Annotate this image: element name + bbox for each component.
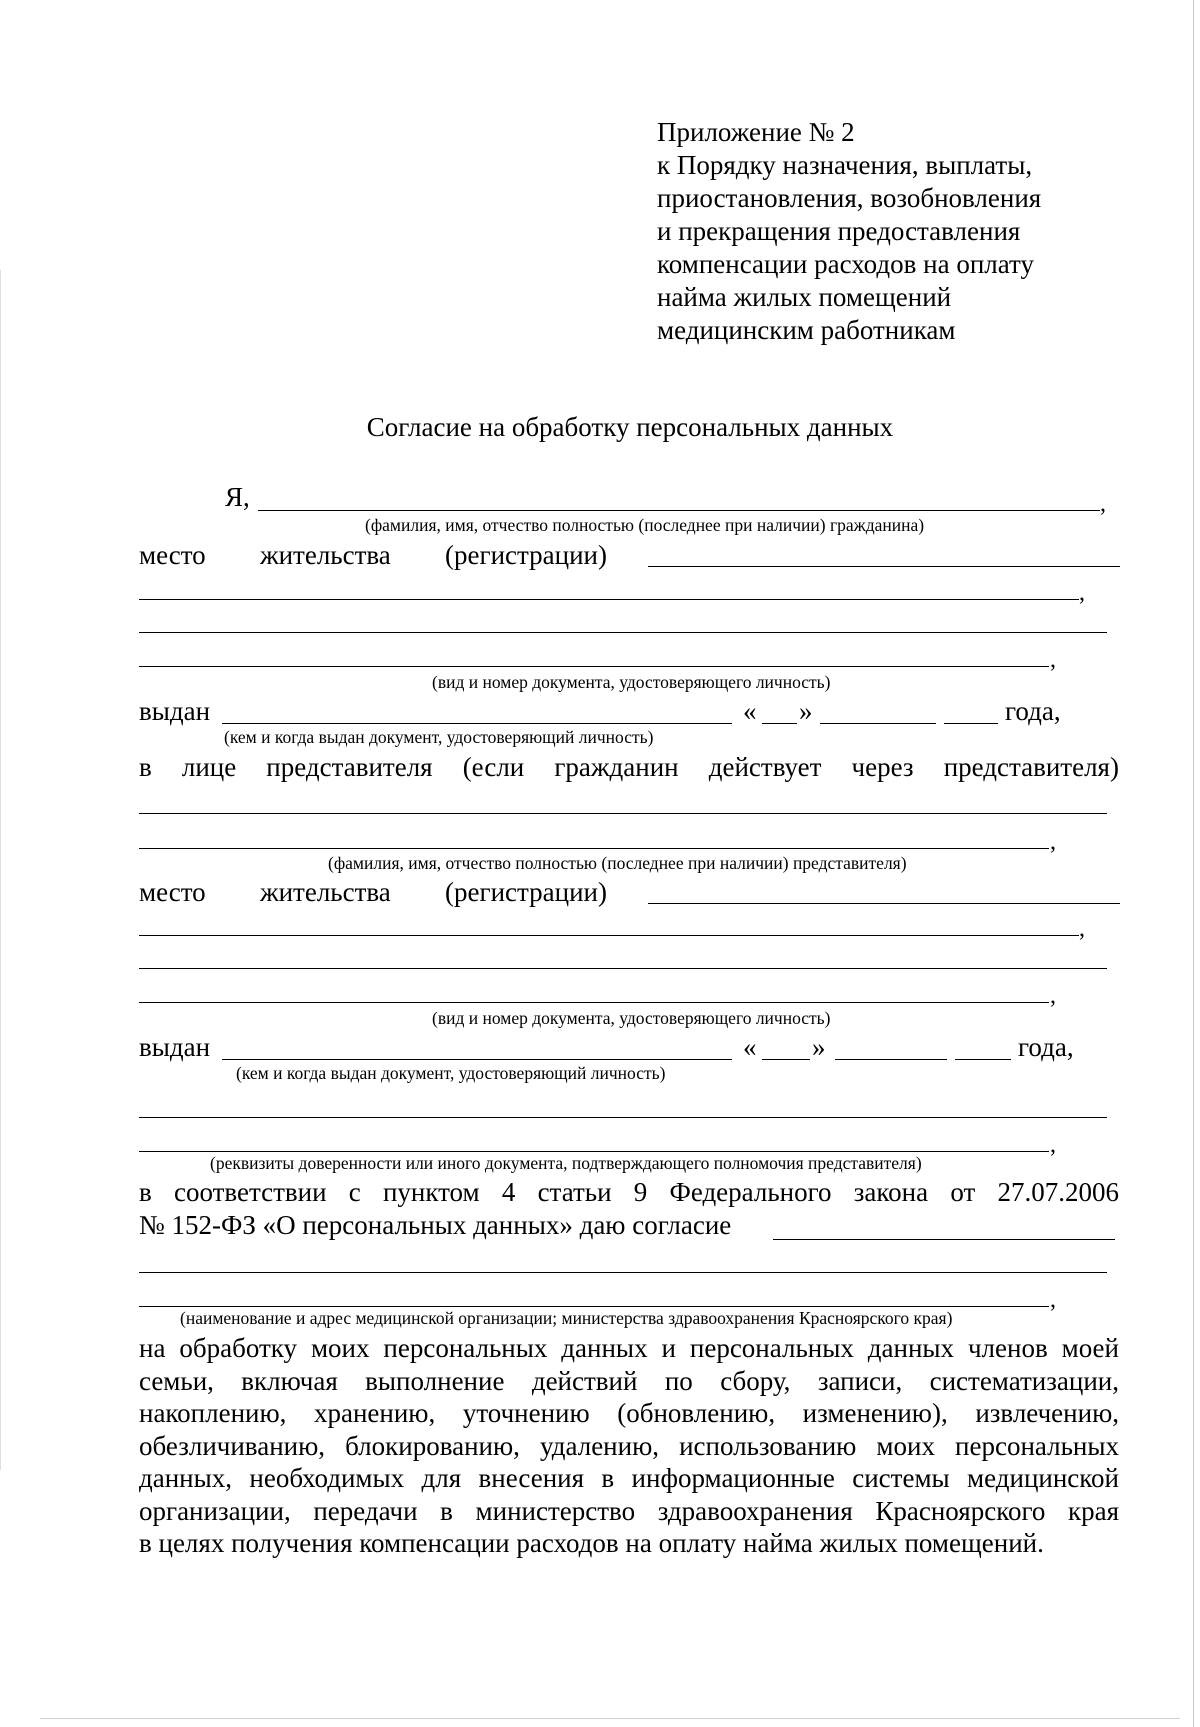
representative-label: в лице представителя (если гражданин действует через представителя) (139, 752, 1119, 782)
consent-line: данных, необходимых для внесения в информационные системы медицинской (139, 1463, 1119, 1493)
appendix-line: и прекращения предоставления (657, 216, 1021, 246)
appendix-line: компенсации расходов на оплату (657, 249, 1034, 279)
residence-field-line[interactable] (648, 566, 1120, 567)
caption-rep-id-doc: (вид и номер документа, удостоверяющего личность) (432, 1008, 831, 1028)
organization-line-3[interactable] (139, 1306, 1049, 1307)
id-doc-line-2[interactable] (139, 666, 1049, 667)
organization-field-line[interactable] (773, 1239, 1115, 1240)
caption-id-doc: (вид и номер документа, удостоверяющего личность) (432, 672, 831, 692)
rep-name-line-1[interactable] (139, 813, 1107, 814)
appendix-line: к Порядку назначения, выплаты, (657, 150, 1033, 180)
year-label: года, (1005, 696, 1061, 726)
appendix-line: медицинским работникам (657, 315, 956, 345)
power-of-attorney-line-1[interactable] (139, 1117, 1107, 1118)
issue-day-line[interactable] (762, 723, 797, 724)
appendix-line: приостановления, возобновления (657, 183, 1042, 213)
rep-residence-label: место жительства (регистрации) (139, 877, 607, 907)
rep-issue-month-line[interactable] (835, 1059, 947, 1060)
page-edge-bottom (40, 1718, 1180, 1719)
caption-rep-issued-by: (кем и когда выдан документ, удостоверяющий личность) (236, 1063, 666, 1083)
rep-issued-by-line[interactable] (222, 1059, 732, 1060)
caption-organization: (наименование и адрес медицинской организации; министерства здравоохранения Красноярского края) (180, 1308, 953, 1328)
comma: , (1050, 983, 1056, 1009)
consent-paragraph (139, 1332, 1119, 1560)
residence-field-line-2[interactable] (139, 599, 1079, 600)
page-edge-right (1193, 0, 1194, 1727)
quote-open: « (743, 1032, 757, 1062)
issue-month-line[interactable] (820, 723, 936, 724)
issued-label: выдан (139, 696, 211, 726)
caption-citizen-name: (фамилия, имя, отчество полностью (последнее при наличии) гражданина) (365, 515, 925, 535)
document-title: Согласие на обработку персональных данных (366, 412, 894, 442)
comma: , (1050, 829, 1056, 855)
consent-line: обезличиванию, блокированию, удалению, использованию моих персональных (139, 1430, 1119, 1461)
rep-issue-year-line[interactable] (955, 1059, 1011, 1060)
caption-issued-by: (кем и когда выдан документ, удостоверяющий личность) (224, 727, 654, 747)
page-edge-left (0, 270, 1, 1470)
power-of-attorney-line-2[interactable] (139, 1151, 1049, 1152)
rep-residence-field-line[interactable] (648, 903, 1120, 904)
consent-line: организации, передачи в министерство здравоохранения Красноярского края (139, 1495, 1119, 1526)
citizen-name-line[interactable] (258, 510, 1100, 511)
consent-line: на обработку моих персональных данных и персональных данных членов моей (139, 1333, 1119, 1363)
rep-issue-day-line[interactable] (762, 1059, 810, 1060)
rep-issued-label: выдан (139, 1032, 211, 1062)
consent-line: в целях получения компенсации расходов на оплату найма жилых помещений. (139, 1528, 1044, 1558)
rep-id-doc-line-2[interactable] (139, 1002, 1049, 1003)
issue-year-line[interactable] (944, 723, 998, 724)
rep-year-label: года, (1018, 1032, 1074, 1062)
consent-line: накоплению, хранению, уточнению (обновлению, изменению), извлечению, (139, 1398, 1119, 1428)
caption-rep-name: (фамилия, имя, отчество полностью (последнее при наличии) представителя) (328, 853, 907, 873)
comma: , (1050, 1132, 1056, 1158)
comma: , (1050, 647, 1056, 673)
consent-line: семьи, включая выполнение действий по сбору, записи, систематизации, (139, 1365, 1119, 1396)
organization-line-2[interactable] (139, 1272, 1107, 1273)
quote-close: » (799, 696, 813, 726)
rep-residence-field-line-2[interactable] (139, 935, 1079, 936)
law-reference-line-2: № 152-ФЗ «О персональных данных» даю согласие (139, 1210, 732, 1240)
comma: , (1079, 580, 1085, 606)
appendix-block (657, 116, 1041, 347)
ya-label: Я, (225, 482, 250, 512)
comma: , (1079, 916, 1085, 942)
rep-name-line-2[interactable] (139, 848, 1049, 849)
appendix-line: найма жилых помещений (657, 282, 952, 312)
appendix-line: Приложение № 2 (657, 117, 855, 147)
rep-id-doc-line-1[interactable] (139, 968, 1107, 969)
comma: , (1050, 1287, 1056, 1313)
comma: , (1100, 491, 1106, 517)
quote-close: » (812, 1032, 826, 1062)
id-doc-line-1[interactable] (139, 632, 1107, 633)
quote-open: « (743, 696, 757, 726)
issued-by-line[interactable] (222, 723, 732, 724)
caption-power-of-attorney: (реквизиты доверенности или иного документа, подтверждающего полномочия представителя) (210, 1153, 922, 1173)
law-reference-line-1: в соответствии с пунктом 4 статьи 9 Федерального закона от 27.07.2006 (139, 1177, 1119, 1207)
residence-label: место жительства (регистрации) (139, 540, 607, 570)
